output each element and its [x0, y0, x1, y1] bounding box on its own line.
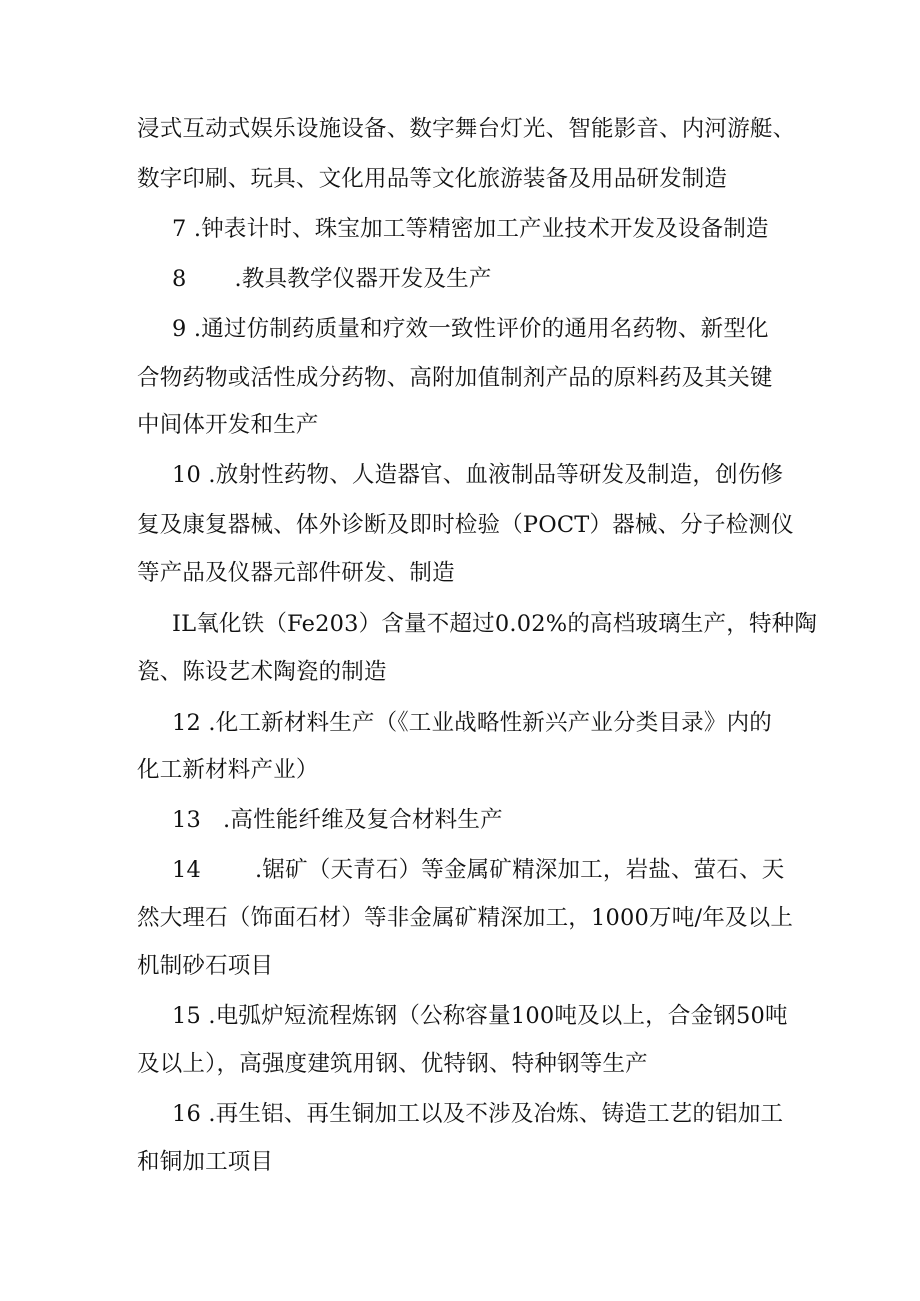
- text-line-item-14: [172, 855, 784, 885]
- text-line: 数字印刷、玩具、文化用品等文化旅游装备及用品研发制造: [137, 166, 728, 192]
- item-text: .高性能纤维及复合材料生产: [223, 807, 503, 833]
- text-line-item-12: 12 .化工新材料生产（《工业战略性新兴产业分类目录》内的: [172, 710, 772, 736]
- text-line-item-8: [172, 264, 492, 294]
- text-line: 及以上），高强度建筑用钢、优特钢、特种钢等生产: [137, 1051, 648, 1077]
- text-line-item-7: 7 .钟表计时、珠宝加工等精密加工产业技术开发及设备制造: [172, 216, 769, 242]
- text-line-item-11: IL氧化铁（Fe203）含量不超过0.02%的高档玻璃生产，特种陶: [172, 611, 818, 637]
- item-number: 8: [172, 266, 187, 292]
- text-line: 浸式互动式娱乐设施设备、数字舞台灯光、智能影音、内河游艇、: [137, 116, 796, 142]
- text-line: 中间体开发和生产: [137, 412, 319, 438]
- item-number: 14: [172, 857, 202, 883]
- text-line-item-15: 15 .电弧炉短流程炼钢（公称容量100吨及以上，合金钢50吨: [172, 1003, 788, 1029]
- text-line: 然大理石（饰面石材）等非金属矿精深加工，1000万吨/年及以上: [137, 905, 794, 931]
- item-text: .教具教学仪器开发及生产: [234, 266, 492, 292]
- text-line: 复及康复器械、体外诊断及即时检验（POCT）器械、分子检测仪: [137, 512, 794, 538]
- item-number: 13: [172, 807, 202, 833]
- text-line: 合物药物或活性成分药物、高附加值制剂产品的原料药及其关键: [137, 365, 773, 391]
- text-line: 等产品及仪器元部件研发、制造: [137, 560, 455, 586]
- text-line-item-9: 9 .通过仿制药质量和疗效一致性评价的通用名药物、新型化: [172, 316, 769, 342]
- text-line: 和铜加工项目: [137, 1149, 274, 1175]
- item-text: .锯矿（天青石）等金属矿精深加工，岩盐、萤石、天: [255, 857, 785, 883]
- text-line-item-13: [172, 805, 503, 835]
- text-line: 化工新材料产业）: [137, 757, 319, 783]
- text-line-item-16: 16 .再生铝、再生铜加工以及不涉及冶炼、铸造工艺的铝加工: [172, 1101, 784, 1127]
- text-line-item-10: 10 .放射性药物、人造器官、血液制品等研发及制造，创伤修: [172, 462, 784, 488]
- text-line: 机制砂石项目: [137, 953, 274, 979]
- text-line: 瓷、陈设艺术陶瓷的制造: [137, 659, 387, 685]
